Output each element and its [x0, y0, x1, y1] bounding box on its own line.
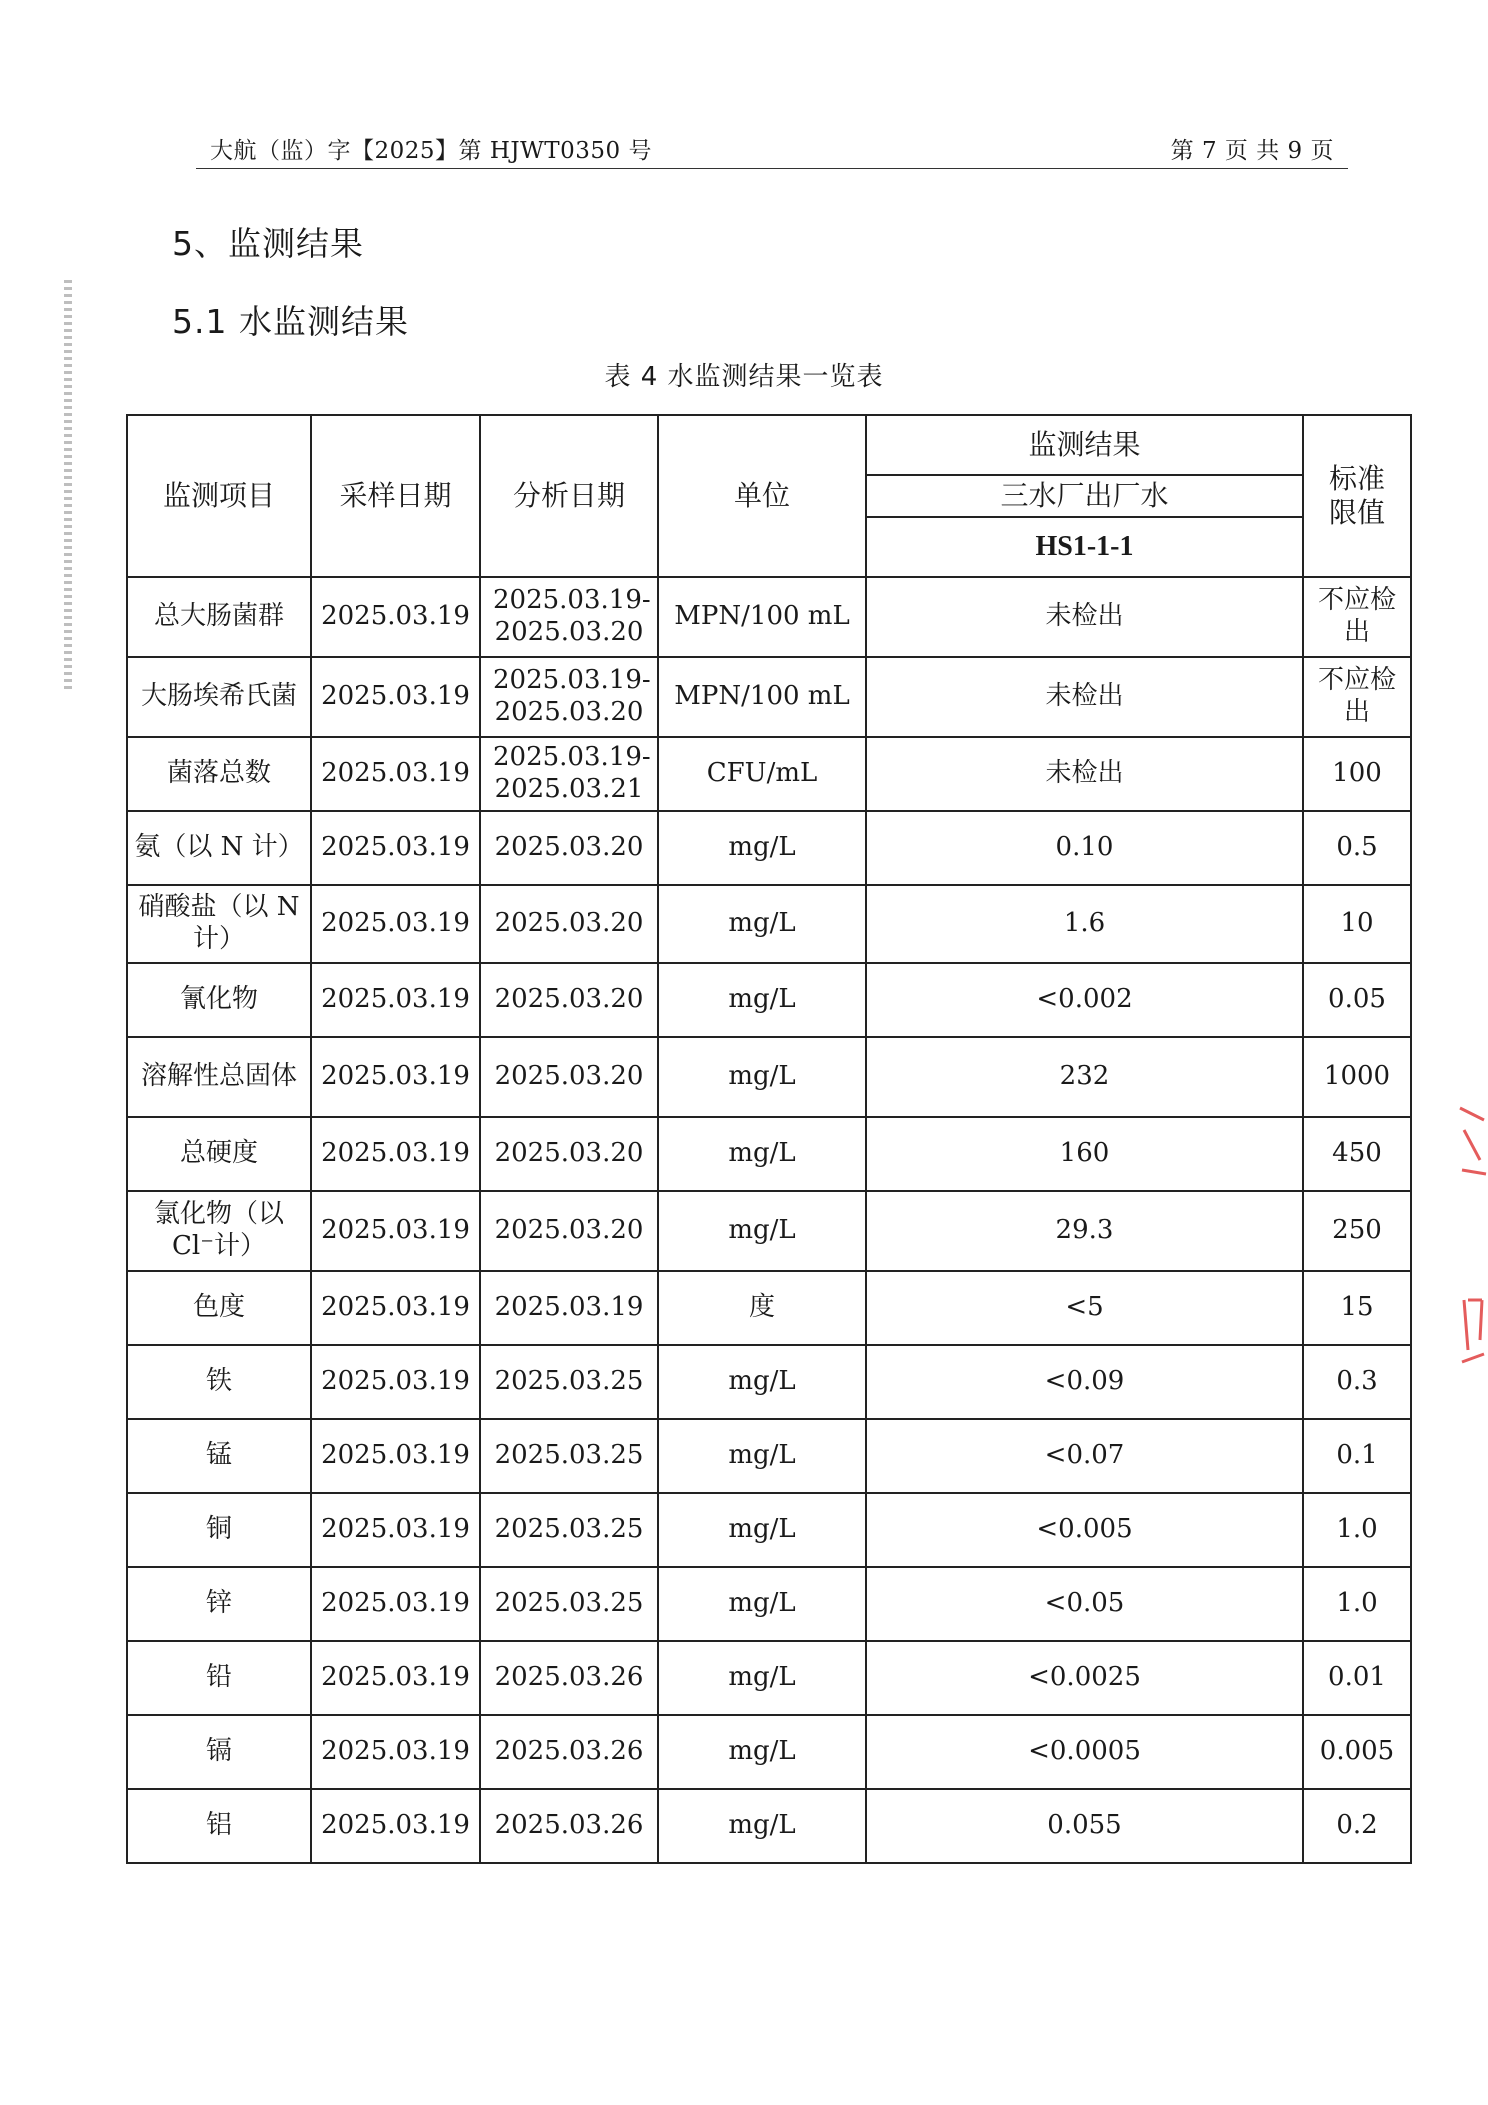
cell-sample-date: 2025.03.19 [311, 657, 480, 737]
cell-limit: 1000 [1303, 1037, 1411, 1117]
cell-limit: 不应检出 [1303, 657, 1411, 737]
cell-item: 镉 [127, 1715, 311, 1789]
cell-sample-date: 2025.03.19 [311, 811, 480, 885]
page-header [196, 128, 1348, 169]
cell-item: 铅 [127, 1641, 311, 1715]
table-row [127, 1419, 1411, 1493]
cell-analysis-date: 2025.03.25 [480, 1345, 658, 1419]
cell-unit: mg/L [658, 1117, 866, 1191]
cell-analysis-date: 2025.03.20 [480, 1037, 658, 1117]
cell-unit: mg/L [658, 1345, 866, 1419]
cell-unit: MPN/100 mL [658, 577, 866, 657]
table-row [127, 1345, 1411, 1419]
cell-unit: mg/L [658, 1715, 866, 1789]
header-limit: 标准限值 [1303, 415, 1411, 577]
header-analysis-date: 分析日期 [480, 415, 658, 577]
cell-item: 大肠埃希氏菌 [127, 657, 311, 737]
cell-item: 氰化物 [127, 963, 311, 1037]
cell-item: 锌 [127, 1567, 311, 1641]
cell-sample-date: 2025.03.19 [311, 1419, 480, 1493]
cell-item: 总大肠菌群 [127, 577, 311, 657]
cell-analysis-date: 2025.03.19-2025.03.21 [480, 737, 658, 811]
cell-result: <0.07 [866, 1419, 1303, 1493]
cell-analysis-date: 2025.03.20 [480, 1191, 658, 1271]
cell-sample-date: 2025.03.19 [311, 737, 480, 811]
cell-limit: 100 [1303, 737, 1411, 811]
cell-sample-date: 2025.03.19 [311, 885, 480, 963]
results-body [127, 577, 1411, 1863]
cell-analysis-date: 2025.03.20 [480, 811, 658, 885]
table-row [127, 1271, 1411, 1345]
cell-sample-date: 2025.03.19 [311, 1345, 480, 1419]
cell-unit: mg/L [658, 1567, 866, 1641]
cell-unit: mg/L [658, 885, 866, 963]
cell-result: 0.055 [866, 1789, 1303, 1863]
cell-item: 溶解性总固体 [127, 1037, 311, 1117]
table-row [127, 811, 1411, 885]
table-row [127, 1493, 1411, 1567]
cell-result: 未检出 [866, 737, 1303, 811]
cell-analysis-date: 2025.03.26 [480, 1715, 658, 1789]
section-heading-water-results: 5.1 水监测结果 [172, 302, 409, 341]
cell-sample-date: 2025.03.19 [311, 1117, 480, 1191]
cell-limit: 0.2 [1303, 1789, 1411, 1863]
table-row [127, 1789, 1411, 1863]
cell-sample-date: 2025.03.19 [311, 1715, 480, 1789]
header-unit: 单位 [658, 415, 866, 577]
cell-limit: 250 [1303, 1191, 1411, 1271]
table-row [127, 1191, 1411, 1271]
cell-unit: mg/L [658, 1493, 866, 1567]
cell-analysis-date: 2025.03.26 [480, 1789, 658, 1863]
header-site: 三水厂出厂水 [866, 475, 1303, 517]
cell-limit: 0.3 [1303, 1345, 1411, 1419]
cell-unit: MPN/100 mL [658, 657, 866, 737]
cell-analysis-date: 2025.03.19-2025.03.20 [480, 577, 658, 657]
cell-result: <0.09 [866, 1345, 1303, 1419]
cell-sample-date: 2025.03.19 [311, 1567, 480, 1641]
cell-analysis-date: 2025.03.25 [480, 1419, 658, 1493]
cell-result: 未检出 [866, 657, 1303, 737]
stamp-edge-mark [1458, 1100, 1488, 1380]
cell-sample-date: 2025.03.19 [311, 577, 480, 657]
table-row [127, 1715, 1411, 1789]
cell-sample-date: 2025.03.19 [311, 1493, 480, 1567]
cell-item: 锰 [127, 1419, 311, 1493]
table-row [127, 577, 1411, 657]
cell-unit: mg/L [658, 811, 866, 885]
cell-item: 总硬度 [127, 1117, 311, 1191]
cell-unit: mg/L [658, 1789, 866, 1863]
table-row [127, 885, 1411, 963]
header-item: 监测项目 [127, 415, 311, 577]
cell-item: 铝 [127, 1789, 311, 1863]
cell-result: <0.002 [866, 963, 1303, 1037]
cell-unit: mg/L [658, 1037, 866, 1117]
header-sample-id: HS1-1-1 [866, 517, 1303, 577]
cell-item: 色度 [127, 1271, 311, 1345]
cell-analysis-date: 2025.03.20 [480, 885, 658, 963]
cell-limit: 0.01 [1303, 1641, 1411, 1715]
cell-limit: 1.0 [1303, 1567, 1411, 1641]
cell-result: <0.05 [866, 1567, 1303, 1641]
cell-item: 铁 [127, 1345, 311, 1419]
cell-result: 未检出 [866, 577, 1303, 657]
cell-result: 232 [866, 1037, 1303, 1117]
report-number: 大航（监）字【2025】第 HJWT0350 号 [210, 138, 652, 164]
cell-sample-date: 2025.03.19 [311, 1789, 480, 1863]
cell-analysis-date: 2025.03.20 [480, 1117, 658, 1191]
cell-limit: 15 [1303, 1271, 1411, 1345]
table-row [127, 1641, 1411, 1715]
cell-analysis-date: 2025.03.25 [480, 1493, 658, 1567]
cell-item: 氯化物（以 Cl⁻计） [127, 1191, 311, 1271]
table-row [127, 963, 1411, 1037]
cell-result: 1.6 [866, 885, 1303, 963]
table-row [127, 1117, 1411, 1191]
cell-limit: 0.5 [1303, 811, 1411, 885]
cell-sample-date: 2025.03.19 [311, 1037, 480, 1117]
cell-sample-date: 2025.03.19 [311, 1191, 480, 1271]
cell-analysis-date: 2025.03.26 [480, 1641, 658, 1715]
cell-analysis-date: 2025.03.20 [480, 963, 658, 1037]
page-number: 第 7 页 共 9 页 [1170, 138, 1334, 164]
cell-item: 铜 [127, 1493, 311, 1567]
section-heading-results: 5、监测结果 [172, 224, 364, 263]
cell-result: <0.0005 [866, 1715, 1303, 1789]
cell-analysis-date: 2025.03.25 [480, 1567, 658, 1641]
cell-unit: mg/L [658, 1641, 866, 1715]
table-row [127, 1037, 1411, 1117]
cell-analysis-date: 2025.03.19 [480, 1271, 658, 1345]
cell-sample-date: 2025.03.19 [311, 1641, 480, 1715]
cell-analysis-date: 2025.03.19-2025.03.20 [480, 657, 658, 737]
water-results-table [126, 414, 1412, 1864]
cell-item: 氨（以 N 计） [127, 811, 311, 885]
cell-unit: mg/L [658, 963, 866, 1037]
cell-item: 菌落总数 [127, 737, 311, 811]
cell-sample-date: 2025.03.19 [311, 1271, 480, 1345]
cell-result: <5 [866, 1271, 1303, 1345]
cell-result: <0.005 [866, 1493, 1303, 1567]
cell-sample-date: 2025.03.19 [311, 963, 480, 1037]
table-row [127, 737, 1411, 811]
header-result: 监测结果 [866, 415, 1303, 475]
cell-result: <0.0025 [866, 1641, 1303, 1715]
table-row [127, 657, 1411, 737]
cell-limit: 0.1 [1303, 1419, 1411, 1493]
cell-result: 29.3 [866, 1191, 1303, 1271]
table-caption: 表 4 水监测结果一览表 [604, 362, 884, 392]
scan-binding-mark [64, 280, 72, 690]
cell-limit: 0.05 [1303, 963, 1411, 1037]
cell-unit: mg/L [658, 1191, 866, 1271]
cell-unit: 度 [658, 1271, 866, 1345]
cell-unit: CFU/mL [658, 737, 866, 811]
cell-result: 0.10 [866, 811, 1303, 885]
header-sample-date: 采样日期 [311, 415, 480, 577]
cell-limit: 1.0 [1303, 1493, 1411, 1567]
table-row [127, 1567, 1411, 1641]
cell-limit: 0.005 [1303, 1715, 1411, 1789]
cell-result: 160 [866, 1117, 1303, 1191]
cell-item: 硝酸盐（以 N 计） [127, 885, 311, 963]
cell-limit: 10 [1303, 885, 1411, 963]
cell-limit: 不应检出 [1303, 577, 1411, 657]
cell-unit: mg/L [658, 1419, 866, 1493]
cell-limit: 450 [1303, 1117, 1411, 1191]
